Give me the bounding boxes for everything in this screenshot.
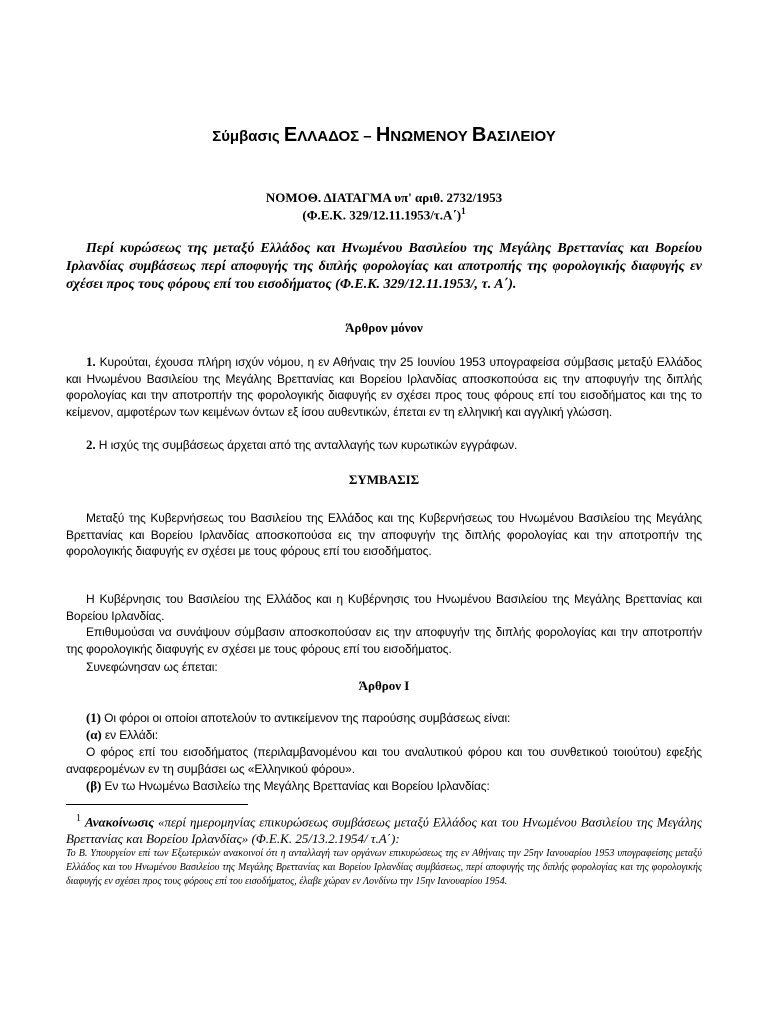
heading-article-only: Άρθρον μόνον <box>345 320 423 335</box>
document-title <box>0 124 768 147</box>
clause-text: Οι φόροι οι οποίοι αποτελούν το αντικείμενον της παρούσης συμβάσεως είναι: <box>100 711 511 725</box>
convention-parties: Η Κυβέρνησις του Βασιλείου της Ελλάδος και η Κυβέρνησις του Ηνωμένου Βασιλείου της Μεγάλης Βρεττανίας και Βορείου Ιρλανδίας. <box>66 592 702 623</box>
article-1-clause-a <box>66 727 702 744</box>
heading-convention: ΣΥΜΒΑΣΙΣ <box>348 472 420 487</box>
intro-paragraph: Περί κυρώσεως της μεταξύ Ελλάδος και Ηνωμένου Βασιλείου της Μεγάλης Βρεττανίας και Βορείου Ιρλανδίας συμβάσεως περί αποφυγής της διπλής φορολογίας και αποτροπής της φορολογικής διαφυγής εν σχέσει προς τους φόρους επί του εισοδήματος (Φ.Ε.Κ. 329/12.11.1953/, τ. Α΄). <box>66 241 702 292</box>
paragraph-number: 1. <box>86 354 96 369</box>
footnote-marker[interactable]: 1 <box>461 206 466 216</box>
convention-agreed: Συνεφώνησαν ως έπεται: <box>86 660 218 674</box>
footnote-text: «περί ημερομηνίας επικυρώσεως συμβάσεως μεταξύ Ελλάδος και του Ηνωμένου Βασιλείου της Μεγάλης Βρεττανίας και Βορείου Ιρλανδίας» (Φ.Ε.Κ. 25/13.2.1954/ τ.Α΄): <box>66 814 702 847</box>
decree-gazette <box>0 206 768 223</box>
decree-gazette-text: (Φ.Ε.Κ. 329/12.11.1953/τ.Α΄) <box>302 207 462 223</box>
clause-number: (α) <box>86 727 102 742</box>
heading-article-1: Άρθρον Ι <box>358 678 410 693</box>
article-1-clause-1 <box>66 710 702 727</box>
convention-desire: Επιθυμούσαι να συνάψουν σύμβασιν αποσκοπούσαν εις την αποφυγήν της διπλής φορολογίας και την αποτροπήν της φορολογικής διαφυγής εν σχέσει με τους φόρους επί του εισοδήματος. <box>66 625 702 656</box>
clause-number: (β) <box>86 778 102 793</box>
title-part: ΝΩΜΕΝΟΥ <box>390 128 472 145</box>
footnote-number: 1 <box>76 813 81 824</box>
article-paragraph-2 <box>66 437 702 454</box>
paragraph-text: Κυρούται, έχουσα πλήρη ισχύν νόμου, η εν Αθήναις την 25 Ιουνίου 1953 υπογραφείσα σύμβασις μεταξύ Ελλάδος και Ηνωμένου Βασιλείου της Μεγάλης Βρεττανίας και Βορείου Ιρλανδίας αποσκοπούσα εις την αποφυγήν της διπλής φορολογίας και την αποτροπήν της φορολογικής διαφυγής εν σχέσει προς τους φόρους επί του εισοδήματος και της το κείμενον, αμφοτέρων των κειμένων όντων εξ ίσου αυθεντικών, έπεται εν τη ελληνική και αγγλική γλώσση. <box>66 355 702 419</box>
article-paragraph-1 <box>66 354 702 420</box>
footnote-bold-title: Ανακοίνωσις <box>85 814 155 830</box>
footnote-separator <box>66 804 248 805</box>
article-1-clause-b <box>66 778 702 795</box>
title-part: Ε <box>283 124 298 146</box>
decree-number: ΝΟΜΟΘ. ΔΙΑΤΑΓΜΑ υπ' αριθ. 2732/1953 <box>265 190 503 205</box>
title-part: ΑΣΙΛΕΙΟΥ <box>486 128 556 145</box>
clause-text: εν Ελλάδι: <box>101 728 158 742</box>
clause-number: (1) <box>86 710 101 725</box>
paragraph-number: 2. <box>86 437 96 452</box>
footnote-1-body: Το Β. Υπουργείον επί των Εξωτερικών ανακοινοί ότι η ανταλλαγή των οργάνων επικυρώσεως της εν Αθήναις την 25ην Ιανουαρίου 1953 υπογραφείσης μεταξύ Ελλάδος και του Ηνωμένου Βασιλείου της Μεγάλης Βρεττανίας και Βορείου Ιρλανδίας συμβάσεως, περί αποφυγής της διπλής φορολογίας και της φορολογικής διαφυγής εν σχέσει προς τους φόρους επί του εισοδήματος, έλαβε χώραν εν Λονδίνω την 15ην Ιανουαρίου 1954. <box>66 848 702 887</box>
title-part: Σύμβασις <box>212 128 284 145</box>
footnote-1 <box>66 810 702 847</box>
convention-preamble: Μεταξύ της Κυβερνήσεως του Βασιλείου της Ελλάδος και της Κυβερνήσεως του Ηνωμένου Βασιλείου της Μεγάλης Βρεττανίας και Βορείου Ιρλανδίας αποσκοπούσα εις την αποφυγήν της διπλής φορολογίας και την αποτροπήν της φορολογικής διαφυγής εν σχέσει με τους φόρους επί του εισοδήματος. <box>66 511 702 558</box>
clause-text: Εν τω Ηνωμένω Βασιλείω της Μεγάλης Βρεττανίας και Βορείου Ιρλανδίας: <box>101 779 490 793</box>
title-part: Η <box>375 124 391 146</box>
paragraph-text: Η ισχύς της συμβάσεως άρχεται από της ανταλλαγής των κυρωτικών εγγράφων. <box>95 438 518 452</box>
title-part: Β <box>471 124 487 146</box>
title-part: ΛΛΑΔΟΣ – <box>297 128 376 145</box>
article-1-clause-a-body: Ο φόρος επί του εισοδήματος (περιλαμβανομένου και του αναλυτικού φόρου και του συνθετικού τοιούτου) εφεξής αναφερομένων εν τη συμβάσει ως «Ελληνικού φόρου». <box>66 745 702 776</box>
